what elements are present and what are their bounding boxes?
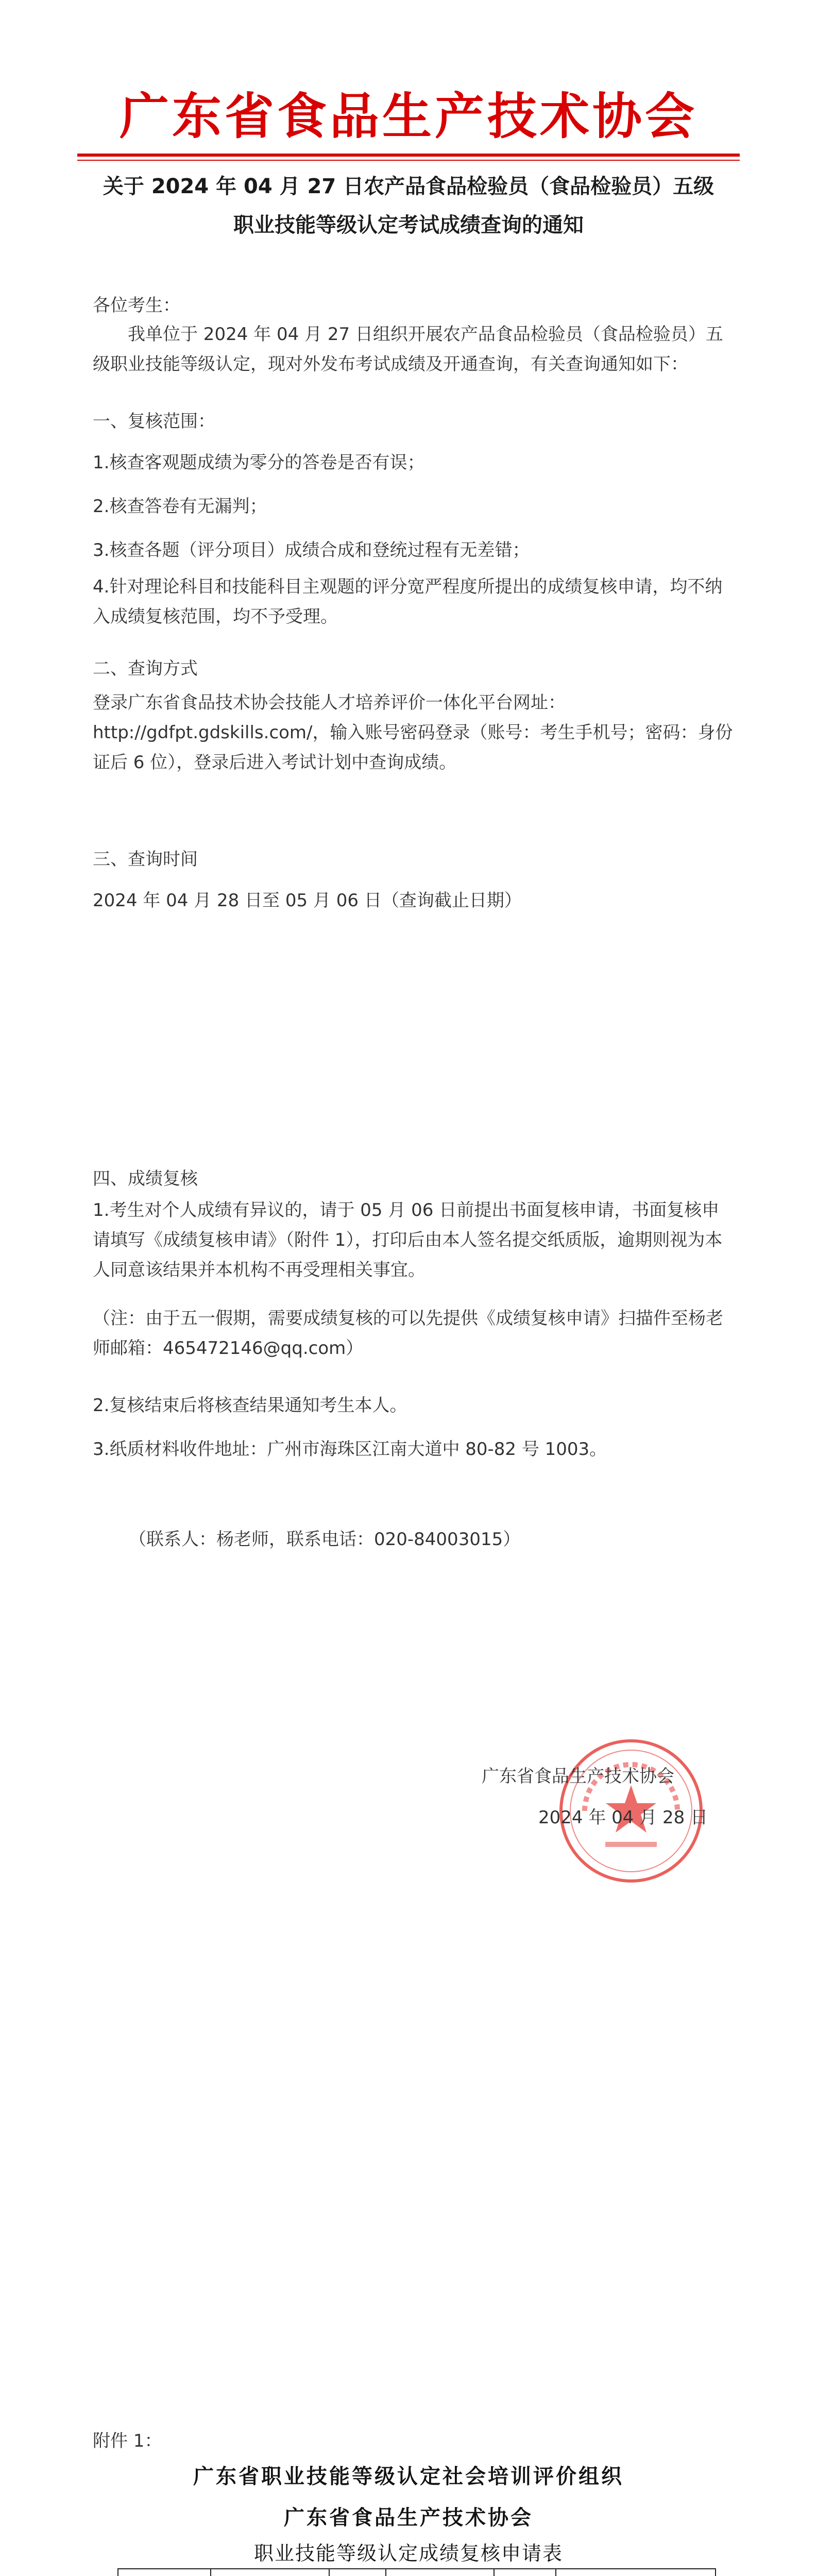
section-2-text: 登录广东省食品技术协会技能人才培养评价一体化平台网址：http://gdfpt.gdskills.com/，输入账号密码登录（账号：考生手机号；密码：身份证后 6 位），登录后进入考试计划中查询成绩。 (93, 692, 733, 773)
section-4-title: 四、成绩复核 (93, 1168, 198, 1189)
label-phone (329, 2569, 386, 2576)
field-name[interactable] (211, 2569, 329, 2576)
field-phone[interactable] (386, 2569, 494, 2576)
signature-organization: 广东省食品生产技术协会 (482, 1766, 674, 1787)
section-4-paragraph-1: 1.考生对个人成绩有异议的，请于 05 月 06 日前提出书面复核申请，书面复核申请填写《成绩复核申请》（附件 1），打印后由本人签名提交纸质版，逾期则视为本人同意该结果并本机构不再受理相关事宜。 (93, 1200, 723, 1280)
attachment-label: 附件 1： (93, 2431, 162, 2451)
section-1-item-1: 1.核查客观题成绩为零分的答卷是否有误； (93, 452, 425, 473)
label-name (118, 2569, 211, 2576)
attachment-title-1: 广东省职业技能等级认定社会培训评价组织 (193, 2464, 624, 2488)
section-3-title: 三、查询时间 (93, 849, 198, 870)
intro-paragraph: 我单位于 2024 年 04 月 27 日组织开展农产品食品检验员（食品检验员）五级职业技能等级认定，现对外发布考试成绩及开通查询，有关查询通知如下： (93, 324, 723, 375)
section-4-paragraph-3: 3.纸质材料收件地址：广州市海珠区江南大道中 80-82 号 1003。 (93, 1439, 607, 1460)
greeting: 各位考生： (93, 295, 180, 316)
section-4-paragraph-2: 2.复核结束后将核查结果通知考生本人。 (93, 1395, 407, 1416)
organization-title: 广东省食品生产技术协会 (120, 87, 697, 145)
section-2-title: 二、查询方式 (93, 658, 198, 679)
section-1-item-3: 3.核查各题（评分项目）成绩合成和登统过程有无差错； (93, 540, 530, 561)
notice-headline-line1: 关于 2024 年 04 月 27 日农产品食品检验员（食品检验员）五级 (103, 175, 714, 198)
section-1-item-4: 4.针对理论科目和技能科目主观题的评分宽严程度所提出的成绩复核申请，均不纳入成绩复核范围，均不予受理。 (93, 577, 723, 627)
section-1-title: 一、复核范围： (93, 411, 215, 432)
review-application-form (117, 2568, 716, 2576)
notice-headline-line2: 职业技能等级认定考试成绩查询的通知 (233, 213, 584, 237)
section-1-item-2: 2.核查答卷有无漏判； (93, 496, 267, 517)
label-ticket (494, 2569, 556, 2576)
field-ticket[interactable] (556, 2569, 716, 2576)
section-4-note: （注：由于五一假期，需要成绩复核的可以先提供《成绩复核申请》扫描件至杨老师邮箱：465472146@qq.com） (93, 1308, 723, 1359)
attachment-title-2: 广东省食品生产技术协会 (284, 2505, 533, 2530)
header-rule-thin (77, 160, 740, 161)
header-rule-thick (77, 154, 740, 157)
attachment-form-title: 职业技能等级认定成绩复核申请表 (253, 2542, 563, 2565)
contact-info: （联系人：杨老师，联系电话：020-84003015） (129, 1529, 521, 1550)
signature-date: 2024 年 04 月 28 日 (538, 1807, 708, 1828)
section-3-text: 2024 年 04 月 28 日至 05 月 06 日（查询截止日期） (93, 890, 522, 911)
